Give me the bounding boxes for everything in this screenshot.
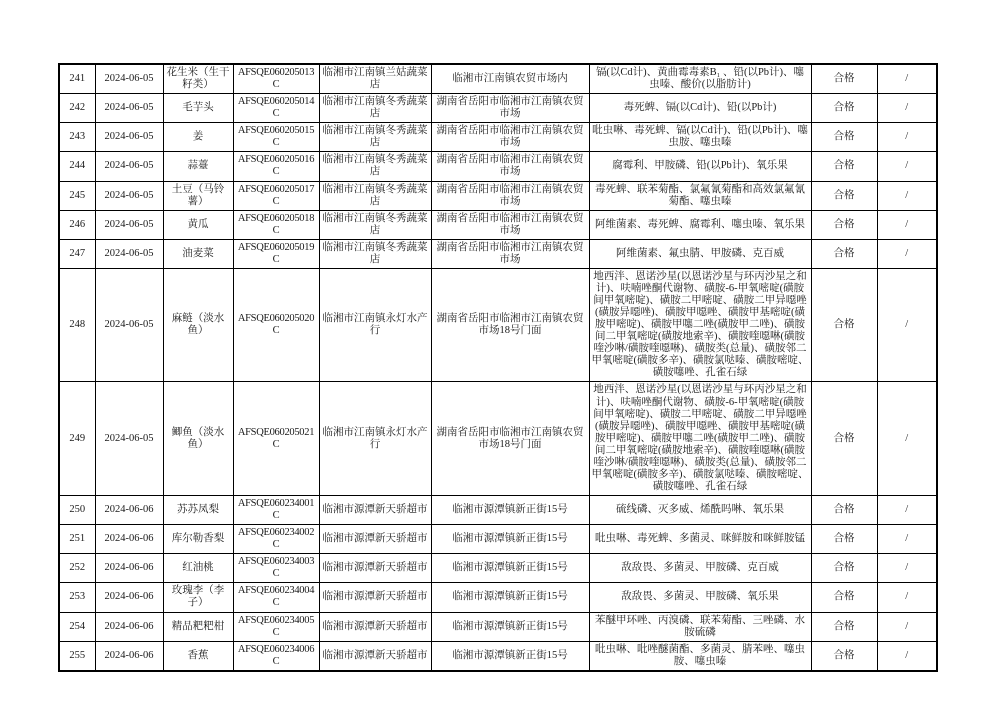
- cell-market-address: 湖南省岳阳市临湘市江南镇农贸市场: [431, 210, 589, 239]
- cell-test-items: 镉(以Cd计)、黄曲霉毒素B₁ 、铅(以Pb计)、噻虫嗪、酸价(以脂肪计): [589, 64, 811, 94]
- cell-result-status: 合格: [811, 94, 877, 123]
- cell-sample-date: 2024-06-06: [95, 525, 163, 554]
- cell-item-name: 库尔勒香梨: [163, 525, 233, 554]
- cell-result-status: 合格: [811, 583, 877, 612]
- cell-sample-code: AFSQE060205013C: [233, 64, 319, 94]
- cell-test-items: 毒死蜱、镉(以Cd计)、铅(以Pb计): [589, 94, 811, 123]
- table-row: [59, 210, 937, 239]
- cell-sample-code: AFSQE060205019C: [233, 239, 319, 268]
- table-row: [59, 268, 937, 382]
- cell-market-address: 临湘市源潭镇新正街15号: [431, 641, 589, 671]
- cell-item-name: 玫瑰李（李子）: [163, 583, 233, 612]
- cell-sample-code: AFSQE060205017C: [233, 181, 319, 210]
- cell-result-status: 合格: [811, 239, 877, 268]
- cell-sample-date: 2024-06-05: [95, 152, 163, 181]
- cell-item-name: 鲫鱼（淡水鱼）: [163, 382, 233, 496]
- cell-row-number: 248: [59, 268, 95, 382]
- cell-sample-date: 2024-06-05: [95, 210, 163, 239]
- cell-result-status: 合格: [811, 382, 877, 496]
- cell-remark: /: [877, 64, 937, 94]
- cell-market-address: 湖南省岳阳市临湘市江南镇农贸市场: [431, 181, 589, 210]
- cell-row-number: 252: [59, 554, 95, 583]
- cell-sample-date: 2024-06-06: [95, 583, 163, 612]
- cell-market-address: 湖南省岳阳市临湘市江南镇农贸市场18号门面: [431, 268, 589, 382]
- cell-store-name: 临湘市源潭新天骄超市: [319, 641, 431, 671]
- cell-remark: /: [877, 525, 937, 554]
- cell-sample-date: 2024-06-05: [95, 181, 163, 210]
- cell-row-number: 255: [59, 641, 95, 671]
- cell-test-items: 吡虫啉、毒死蜱、多菌灵、咪鲜胺和咪鲜胺锰: [589, 525, 811, 554]
- cell-store-name: 临湘市江南镇冬秀蔬菜店: [319, 94, 431, 123]
- cell-test-items: 腐霉利、甲胺磷、铅(以Pb计)、氧乐果: [589, 152, 811, 181]
- cell-result-status: 合格: [811, 525, 877, 554]
- cell-test-items: 阿维菌素、氟虫腈、甲胺磷、克百威: [589, 239, 811, 268]
- table-row: [59, 554, 937, 583]
- cell-sample-date: 2024-06-05: [95, 94, 163, 123]
- cell-row-number: 253: [59, 583, 95, 612]
- cell-result-status: 合格: [811, 496, 877, 525]
- cell-row-number: 244: [59, 152, 95, 181]
- table-row: [59, 123, 937, 152]
- cell-item-name: 油麦菜: [163, 239, 233, 268]
- cell-test-items: 阿维菌素、毒死蜱、腐霉利、噻虫嗪、氧乐果: [589, 210, 811, 239]
- cell-test-items: 毒死蜱、联苯菊酯、氯氟氰菊酯和高效氯氟氰菊酯、噻虫嗪: [589, 181, 811, 210]
- cell-item-name: 花生米（生干籽类）: [163, 64, 233, 94]
- cell-remark: /: [877, 239, 937, 268]
- cell-sample-code: AFSQE060205014C: [233, 94, 319, 123]
- cell-market-address: 临湘市源潭镇新正街15号: [431, 583, 589, 612]
- cell-item-name: 蒜薹: [163, 152, 233, 181]
- cell-sample-code: AFSQE060234002C: [233, 525, 319, 554]
- cell-test-items: 地西泮、恩诺沙星(以恩诺沙星与环丙沙星之和计)、呋喃唑酮代谢物、磺胺-6-甲氧嘧啶(磺胺间甲氧嘧啶)、磺胺二甲嘧啶、磺胺二甲异噁唑(磺胺异噁唑)、磺胺甲噁唑、磺胺甲基嘧啶(磺胺甲嘧啶)、磺胺甲噻二唑(磺胺甲二唑)、磺胺间二甲氧嘧啶(磺胺地索辛)、磺胺喹噁啉(磺胺喹沙啉/磺胺喹噁啉)、磺胺类(总量)、磺胺邻二甲氧嘧啶(磺胺多辛)、磺胺氯哒嗪、磺胺嘧啶、磺胺噻唑、孔雀石绿: [589, 268, 811, 382]
- cell-market-address: 临湘市江南镇农贸市场内: [431, 64, 589, 94]
- cell-item-name: 红油桃: [163, 554, 233, 583]
- cell-market-address: 湖南省岳阳市临湘市江南镇农贸市场: [431, 152, 589, 181]
- cell-row-number: 241: [59, 64, 95, 94]
- table-row: [59, 612, 937, 641]
- cell-remark: /: [877, 583, 937, 612]
- cell-market-address: 湖南省岳阳市临湘市江南镇农贸市场: [431, 94, 589, 123]
- inspection-results-table: [58, 63, 938, 672]
- table-row: [59, 583, 937, 612]
- cell-remark: /: [877, 382, 937, 496]
- cell-market-address: 临湘市源潭镇新正街15号: [431, 525, 589, 554]
- cell-sample-date: 2024-06-05: [95, 382, 163, 496]
- table-sheet: [58, 63, 936, 672]
- table-row: [59, 64, 937, 94]
- cell-remark: /: [877, 612, 937, 641]
- cell-store-name: 临湘市江南镇冬秀蔬菜店: [319, 210, 431, 239]
- cell-market-address: 临湘市源潭镇新正街15号: [431, 496, 589, 525]
- cell-store-name: 临湘市源潭新天骄超市: [319, 554, 431, 583]
- cell-row-number: 247: [59, 239, 95, 268]
- cell-sample-date: 2024-06-06: [95, 641, 163, 671]
- cell-sample-date: 2024-06-06: [95, 496, 163, 525]
- cell-test-items: 硫线磷、灭多威、烯酰吗啉、氧乐果: [589, 496, 811, 525]
- cell-result-status: 合格: [811, 123, 877, 152]
- cell-sample-code: AFSQE060205018C: [233, 210, 319, 239]
- cell-market-address: 临湘市源潭镇新正街15号: [431, 612, 589, 641]
- cell-item-name: 土豆（马铃薯）: [163, 181, 233, 210]
- cell-row-number: 249: [59, 382, 95, 496]
- cell-store-name: 临湘市源潭新天骄超市: [319, 583, 431, 612]
- cell-store-name: 临湘市源潭新天骄超市: [319, 496, 431, 525]
- cell-sample-code: AFSQE060234003C: [233, 554, 319, 583]
- cell-store-name: 临湘市江南镇兰姑蔬菜店: [319, 64, 431, 94]
- cell-store-name: 临湘市江南镇永灯水产行: [319, 268, 431, 382]
- table-body: [59, 64, 937, 671]
- cell-remark: /: [877, 152, 937, 181]
- cell-row-number: 246: [59, 210, 95, 239]
- cell-test-items: 苯醚甲环唑、丙溴磷、联苯菊酯、三唑磷、水胺硫磷: [589, 612, 811, 641]
- cell-test-items: 敌敌畏、多菌灵、甲胺磷、氧乐果: [589, 583, 811, 612]
- cell-market-address: 湖南省岳阳市临湘市江南镇农贸市场: [431, 123, 589, 152]
- table-row: [59, 382, 937, 496]
- cell-remark: /: [877, 641, 937, 671]
- cell-remark: /: [877, 123, 937, 152]
- cell-result-status: 合格: [811, 612, 877, 641]
- cell-result-status: 合格: [811, 210, 877, 239]
- cell-item-name: 麻鲢（淡水鱼）: [163, 268, 233, 382]
- cell-item-name: 精品粑粑柑: [163, 612, 233, 641]
- cell-test-items: 吡虫啉、毒死蜱、镉(以Cd计)、铅(以Pb计)、噻虫胺、噻虫嗪: [589, 123, 811, 152]
- cell-remark: /: [877, 210, 937, 239]
- table-row: [59, 496, 937, 525]
- cell-row-number: 245: [59, 181, 95, 210]
- cell-sample-code: AFSQE060234006C: [233, 641, 319, 671]
- cell-test-items: 吡虫啉、吡唑醚菌酯、多菌灵、腈苯唑、噻虫胺、噻虫嗪: [589, 641, 811, 671]
- cell-row-number: 243: [59, 123, 95, 152]
- cell-result-status: 合格: [811, 641, 877, 671]
- cell-item-name: 毛芋头: [163, 94, 233, 123]
- table-row: [59, 181, 937, 210]
- cell-sample-code: AFSQE060234005C: [233, 612, 319, 641]
- cell-sample-date: 2024-06-05: [95, 123, 163, 152]
- cell-remark: /: [877, 268, 937, 382]
- cell-result-status: 合格: [811, 181, 877, 210]
- cell-market-address: 湖南省岳阳市临湘市江南镇农贸市场18号门面: [431, 382, 589, 496]
- cell-store-name: 临湘市江南镇冬秀蔬菜店: [319, 239, 431, 268]
- cell-result-status: 合格: [811, 268, 877, 382]
- cell-remark: /: [877, 554, 937, 583]
- cell-test-items: 敌敌畏、多菌灵、甲胺磷、克百威: [589, 554, 811, 583]
- cell-row-number: 254: [59, 612, 95, 641]
- cell-sample-date: 2024-06-05: [95, 239, 163, 268]
- cell-store-name: 临湘市江南镇永灯水产行: [319, 382, 431, 496]
- cell-sample-code: AFSQE060234004C: [233, 583, 319, 612]
- cell-remark: /: [877, 181, 937, 210]
- cell-sample-code: AFSQE060234001C: [233, 496, 319, 525]
- cell-sample-code: AFSQE060205021C: [233, 382, 319, 496]
- cell-result-status: 合格: [811, 152, 877, 181]
- table-row: [59, 94, 937, 123]
- cell-item-name: 香蕉: [163, 641, 233, 671]
- cell-market-address: 湖南省岳阳市临湘市江南镇农贸市场: [431, 239, 589, 268]
- table-row: [59, 525, 937, 554]
- cell-sample-date: 2024-06-05: [95, 64, 163, 94]
- cell-store-name: 临湘市源潭新天骄超市: [319, 612, 431, 641]
- cell-sample-date: 2024-06-06: [95, 612, 163, 641]
- cell-result-status: 合格: [811, 64, 877, 94]
- cell-remark: /: [877, 496, 937, 525]
- cell-result-status: 合格: [811, 554, 877, 583]
- cell-sample-code: AFSQE060205015C: [233, 123, 319, 152]
- cell-sample-code: AFSQE060205016C: [233, 152, 319, 181]
- table-row: [59, 152, 937, 181]
- table-row: [59, 641, 937, 671]
- table-row: [59, 239, 937, 268]
- cell-store-name: 临湘市江南镇冬秀蔬菜店: [319, 123, 431, 152]
- cell-store-name: 临湘市源潭新天骄超市: [319, 525, 431, 554]
- cell-row-number: 250: [59, 496, 95, 525]
- cell-sample-date: 2024-06-05: [95, 268, 163, 382]
- cell-sample-date: 2024-06-06: [95, 554, 163, 583]
- cell-item-name: 姜: [163, 123, 233, 152]
- cell-row-number: 251: [59, 525, 95, 554]
- cell-store-name: 临湘市江南镇冬秀蔬菜店: [319, 152, 431, 181]
- cell-market-address: 临湘市源潭镇新正街15号: [431, 554, 589, 583]
- cell-store-name: 临湘市江南镇冬秀蔬菜店: [319, 181, 431, 210]
- cell-test-items: 地西泮、恩诺沙星(以恩诺沙星与环丙沙星之和计)、呋喃唑酮代谢物、磺胺-6-甲氧嘧啶(磺胺间甲氧嘧啶)、磺胺二甲嘧啶、磺胺二甲异噁唑(磺胺异噁唑)、磺胺甲噁唑、磺胺甲基嘧啶(磺胺甲嘧啶)、磺胺甲噻二唑(磺胺甲二唑)、磺胺间二甲氧嘧啶(磺胺地索辛)、磺胺喹噁啉(磺胺喹沙啉/磺胺喹噁啉)、磺胺类(总量)、磺胺邻二甲氧嘧啶(磺胺多辛)、磺胺氯哒嗪、磺胺嘧啶、磺胺噻唑、孔雀石绿: [589, 382, 811, 496]
- cell-sample-code: AFSQE060205020C: [233, 268, 319, 382]
- cell-item-name: 黄瓜: [163, 210, 233, 239]
- cell-item-name: 苏苏凤梨: [163, 496, 233, 525]
- cell-row-number: 242: [59, 94, 95, 123]
- cell-remark: /: [877, 94, 937, 123]
